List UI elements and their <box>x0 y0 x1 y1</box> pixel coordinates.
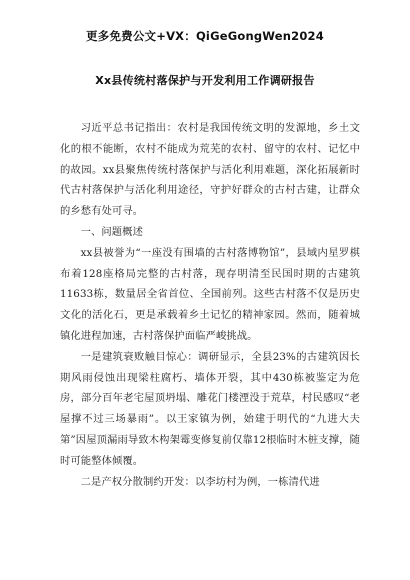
document-body <box>60 118 360 492</box>
document-title: Xx县传统村落保护与开发利用工作调研报告 <box>95 74 315 87</box>
issue-one-paragraph: 一是建筑衰败触目惊心：调研显示，全县23%的古建筑因长期风雨侵蚀出现梁柱腐朽、墙体开裂，其中430栋被鉴定为危房，部分百年老宅屋顶坍塌、雕花门楼湮没于荒草，村民感叹“老屋撑不过三场暴雨”。以王家镇为例，始建于明代的“九进大夫第”因屋顶漏雨导致木构架霉变修复前仅靠12根临时木桩支撑，随时可能整体倾覆。 <box>60 350 360 467</box>
overview-paragraph: xx县被誉为“一座没有围墙的古村落博物馆”，县域内星罗棋布着128座格局完整的古村落，现存明清至民国时期的古建筑11633栋，数量居全省首位、全国前列。这些古村落不仅是历史文化的活化石，更是承载着乡土记忆的精神家园。然而，随着城镇化进程加速，古村落保护面临严峻挑战。 <box>60 246 360 342</box>
promo-banner: 更多免费公文+VX：QiGeGongWen2024 <box>86 29 324 43</box>
intro-paragraph: 习近平总书记指出：农村是我国传统文明的发源地，乡土文化的根不能断，农村不能成为荒芜的农村、留守的农村、记忆中的故园。xx县聚焦传统村落保护与活化利用难题，深化拓展新时代古村落保护与活化利用途径，守护好群众的古村古建，让群众的乡愁有处可寻。 <box>60 122 360 218</box>
issue-two-paragraph: 二是产权分散制约开发：以李坊村为例，一栋清代进 <box>80 475 320 488</box>
section-heading: 一、问题概述 <box>80 225 143 238</box>
